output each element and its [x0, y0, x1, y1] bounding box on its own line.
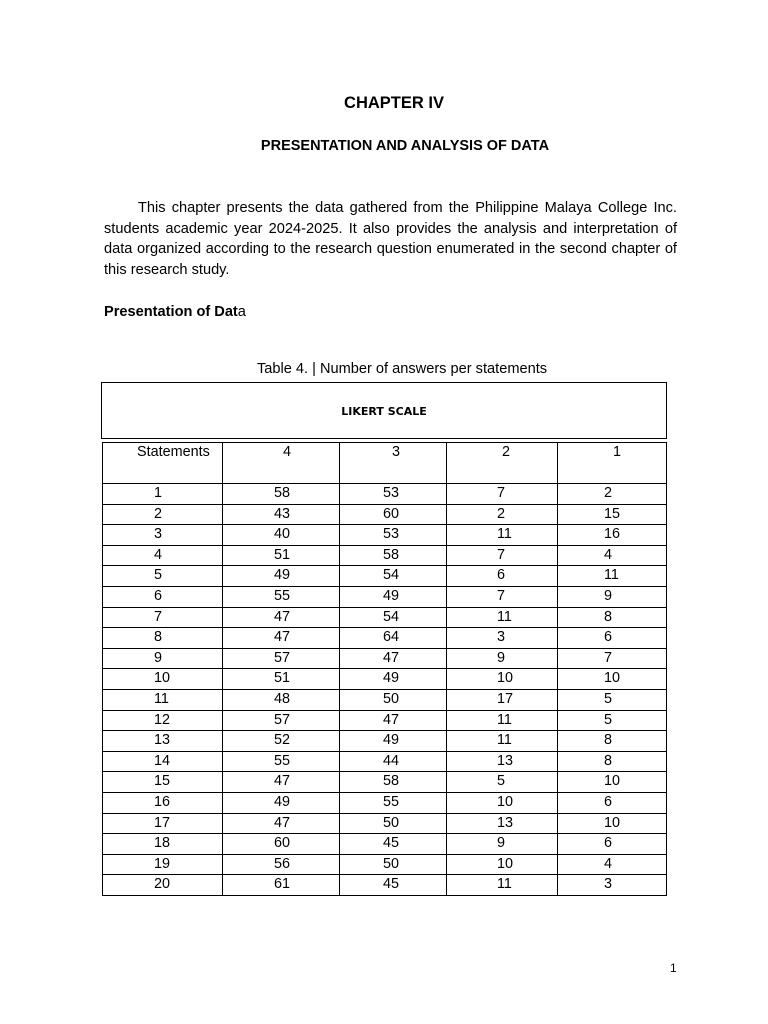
table-cell: 47: [223, 813, 340, 834]
table-cell: 4: [103, 545, 223, 566]
table-cell: 54: [340, 566, 447, 587]
table-cell: 57: [223, 648, 340, 669]
table-cell: 53: [340, 484, 447, 505]
table-cell: 2: [447, 504, 558, 525]
table-row: [103, 772, 667, 793]
table-cell: 9: [558, 586, 667, 607]
table-cell: 10: [447, 669, 558, 690]
table-cell: 9: [447, 648, 558, 669]
table-cell: 47: [223, 772, 340, 793]
table-cell: 15: [103, 772, 223, 793]
table-row: [103, 751, 667, 772]
table-row: [103, 648, 667, 669]
table-cell: 44: [340, 751, 447, 772]
page-number: 1: [670, 961, 677, 975]
table-cell: 19: [103, 854, 223, 875]
table-cell: 14: [103, 751, 223, 772]
table-cell: 55: [223, 586, 340, 607]
table-cell: 1: [103, 484, 223, 505]
table-cell: 13: [447, 751, 558, 772]
table-cell: 10: [447, 792, 558, 813]
table-cell: 11: [447, 607, 558, 628]
table-cell: 16: [558, 525, 667, 546]
table-cell: 15: [558, 504, 667, 525]
table-row: [103, 586, 667, 607]
column-header: 4: [223, 443, 340, 484]
section-heading: [104, 304, 246, 320]
table-row: [103, 792, 667, 813]
table-cell: 3: [447, 628, 558, 649]
table-cell: 49: [340, 669, 447, 690]
table-cell: 51: [223, 669, 340, 690]
table-cell: 11: [447, 731, 558, 752]
column-header: 2: [447, 443, 558, 484]
table-cell: 58: [223, 484, 340, 505]
table-cell: 48: [223, 689, 340, 710]
table-cell: 51: [223, 545, 340, 566]
table-cell: 49: [223, 566, 340, 587]
table-cell: 10: [103, 669, 223, 690]
table-cell: 40: [223, 525, 340, 546]
table-row: [103, 525, 667, 546]
table-row: [103, 834, 667, 855]
table-cell: 6: [558, 792, 667, 813]
table-cell: 58: [340, 545, 447, 566]
table-cell: 53: [340, 525, 447, 546]
table-cell: 57: [223, 710, 340, 731]
table-cell: 12: [103, 710, 223, 731]
table-cell: 11: [447, 875, 558, 896]
table-cell: 5: [558, 689, 667, 710]
table-cell: 61: [223, 875, 340, 896]
table-cell: 10: [558, 669, 667, 690]
table-cell: 47: [340, 648, 447, 669]
table-cell: 5: [103, 566, 223, 587]
table-cell: 45: [340, 875, 447, 896]
section-heading-bold: Presentation of Dat: [104, 304, 238, 320]
table-cell: 50: [340, 854, 447, 875]
table-cell: 60: [223, 834, 340, 855]
column-header: 1: [558, 443, 667, 484]
table-cell: 17: [103, 813, 223, 834]
table-cell: 7: [558, 648, 667, 669]
likert-scale-label: LIKERT SCALE: [341, 405, 427, 418]
table-cell: 55: [340, 792, 447, 813]
table-cell: 6: [558, 628, 667, 649]
table-row: [103, 875, 667, 896]
table-cell: 58: [340, 772, 447, 793]
table-cell: 7: [447, 545, 558, 566]
table-cell: 9: [447, 834, 558, 855]
table-cell: 7: [447, 484, 558, 505]
table-cell: 47: [223, 607, 340, 628]
table-cell: 10: [447, 854, 558, 875]
likert-scale-header: [101, 382, 667, 439]
table-cell: 11: [558, 566, 667, 587]
chapter-heading: CHAPTER IV: [344, 94, 444, 112]
table-cell: 47: [223, 628, 340, 649]
table-cell: 56: [223, 854, 340, 875]
intro-paragraph: This chapter presents the data gathered from the Philippine Malaya College Inc. students academic year 2024-2025. It also provides the analysis and interpretation of data organized according to the research question enumerated in the second chapter of this research study.: [104, 200, 677, 279]
table-cell: 6: [558, 834, 667, 855]
table-cell: 47: [340, 710, 447, 731]
chapter-title: PRESENTATION AND ANALYSIS OF DATA: [260, 138, 550, 154]
table-cell: 5: [447, 772, 558, 793]
table-cell: 13: [447, 813, 558, 834]
table-cell: 64: [340, 628, 447, 649]
table-cell: 18: [103, 834, 223, 855]
answers-table: [102, 442, 667, 896]
table-row: [103, 710, 667, 731]
table-cell: 6: [103, 586, 223, 607]
table-cell: 52: [223, 731, 340, 752]
table-cell: 4: [558, 545, 667, 566]
table-cell: 5: [558, 710, 667, 731]
table-row: [103, 854, 667, 875]
table-row: [103, 628, 667, 649]
table-cell: 8: [558, 607, 667, 628]
table-cell: 45: [340, 834, 447, 855]
table-cell: 8: [558, 751, 667, 772]
table-cell: 20: [103, 875, 223, 896]
table-cell: 10: [558, 772, 667, 793]
table-row: [103, 484, 667, 505]
section-heading-tail: a: [237, 304, 246, 320]
table-cell: 7: [103, 607, 223, 628]
table-caption: Table 4. | Number of answers per statements: [256, 361, 548, 377]
table-cell: 49: [340, 586, 447, 607]
table-cell: 17: [447, 689, 558, 710]
table-cell: 7: [447, 586, 558, 607]
table-cell: 11: [103, 689, 223, 710]
table-row: [103, 689, 667, 710]
table-cell: 49: [340, 731, 447, 752]
table-cell: 43: [223, 504, 340, 525]
table-cell: 60: [340, 504, 447, 525]
column-header: Statements: [103, 443, 223, 484]
table-cell: 8: [558, 731, 667, 752]
table-row: [103, 813, 667, 834]
table-row: [103, 566, 667, 587]
table-cell: 55: [223, 751, 340, 772]
table-cell: 3: [558, 875, 667, 896]
table-cell: 11: [447, 525, 558, 546]
table-cell: 6: [447, 566, 558, 587]
table-header-row: [103, 443, 667, 484]
table-cell: 3: [103, 525, 223, 546]
table-cell: 10: [558, 813, 667, 834]
table-cell: 4: [558, 854, 667, 875]
column-header: 3: [340, 443, 447, 484]
table-row: [103, 545, 667, 566]
table-row: [103, 504, 667, 525]
table-row: [103, 669, 667, 690]
table-row: [103, 607, 667, 628]
table-row: [103, 731, 667, 752]
table-cell: 50: [340, 813, 447, 834]
table-cell: 11: [447, 710, 558, 731]
table-cell: 50: [340, 689, 447, 710]
table-cell: 2: [558, 484, 667, 505]
table-cell: 54: [340, 607, 447, 628]
table-cell: 49: [223, 792, 340, 813]
table-cell: 2: [103, 504, 223, 525]
table-cell: 9: [103, 648, 223, 669]
table-cell: 16: [103, 792, 223, 813]
table-cell: 13: [103, 731, 223, 752]
table-cell: 8: [103, 628, 223, 649]
